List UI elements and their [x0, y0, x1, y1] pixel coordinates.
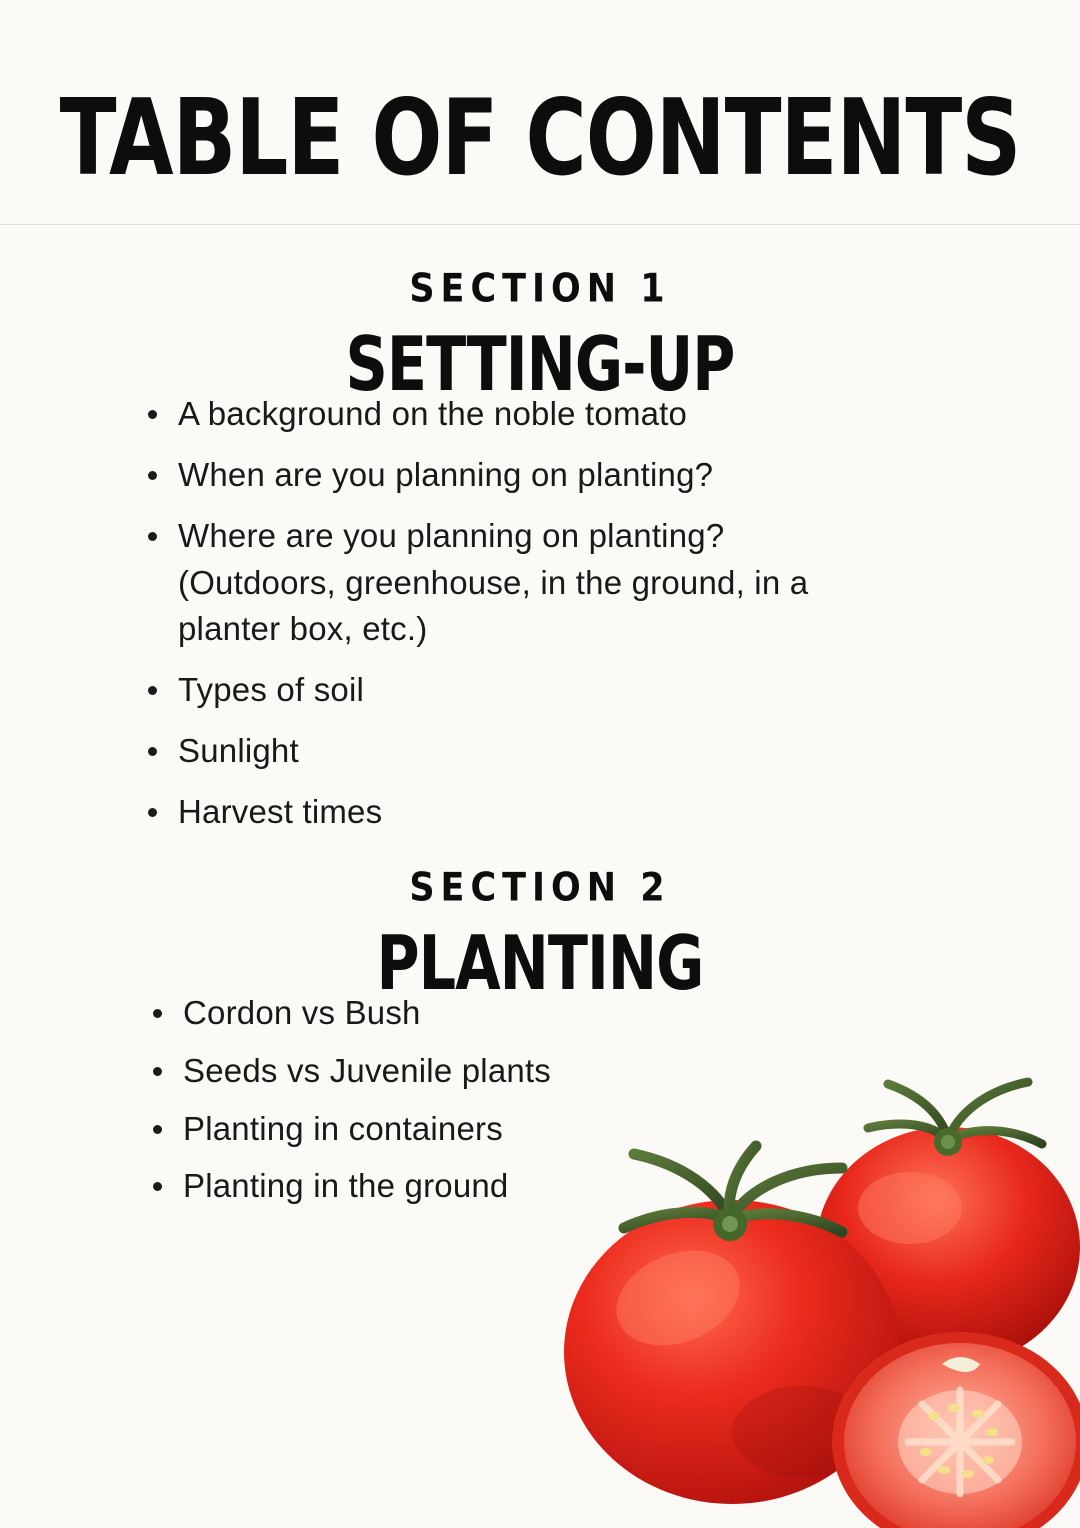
list-item: Types of soil [130, 667, 1080, 714]
list-item: Sunlight [130, 728, 1080, 775]
section-planting [0, 866, 1080, 1210]
list-item: Seeds vs Juvenile plants [135, 1048, 1080, 1095]
list-item: Planting in containers [135, 1106, 1080, 1153]
list-item: When are you planning on planting? [130, 452, 1080, 499]
title-divider [0, 224, 1080, 225]
list-item: Where are you planning on planting? (Outdoors, greenhouse, in the ground, in a planter box, etc.) [130, 513, 878, 654]
list-item: Harvest times [130, 789, 1080, 836]
section-setting-up [0, 267, 1080, 836]
page-title: TABLE OF CONTENTS [59, 77, 1021, 200]
section-2-eyebrow: SECTION 2 [409, 865, 671, 911]
section-2-heading: PLANTING [376, 919, 704, 1008]
section-2-list [0, 990, 1080, 1210]
section-1-heading: SETTING-UP [345, 321, 735, 409]
list-item: Planting in the ground [135, 1163, 1080, 1210]
section-1-eyebrow: SECTION 1 [409, 267, 671, 312]
list-item: A background on the noble tomato [130, 391, 1080, 438]
page-title-block [0, 0, 1080, 225]
section-1-list [0, 391, 1080, 836]
cut-tomato [832, 1332, 1080, 1528]
list-item: Cordon vs Bush [135, 990, 1080, 1037]
